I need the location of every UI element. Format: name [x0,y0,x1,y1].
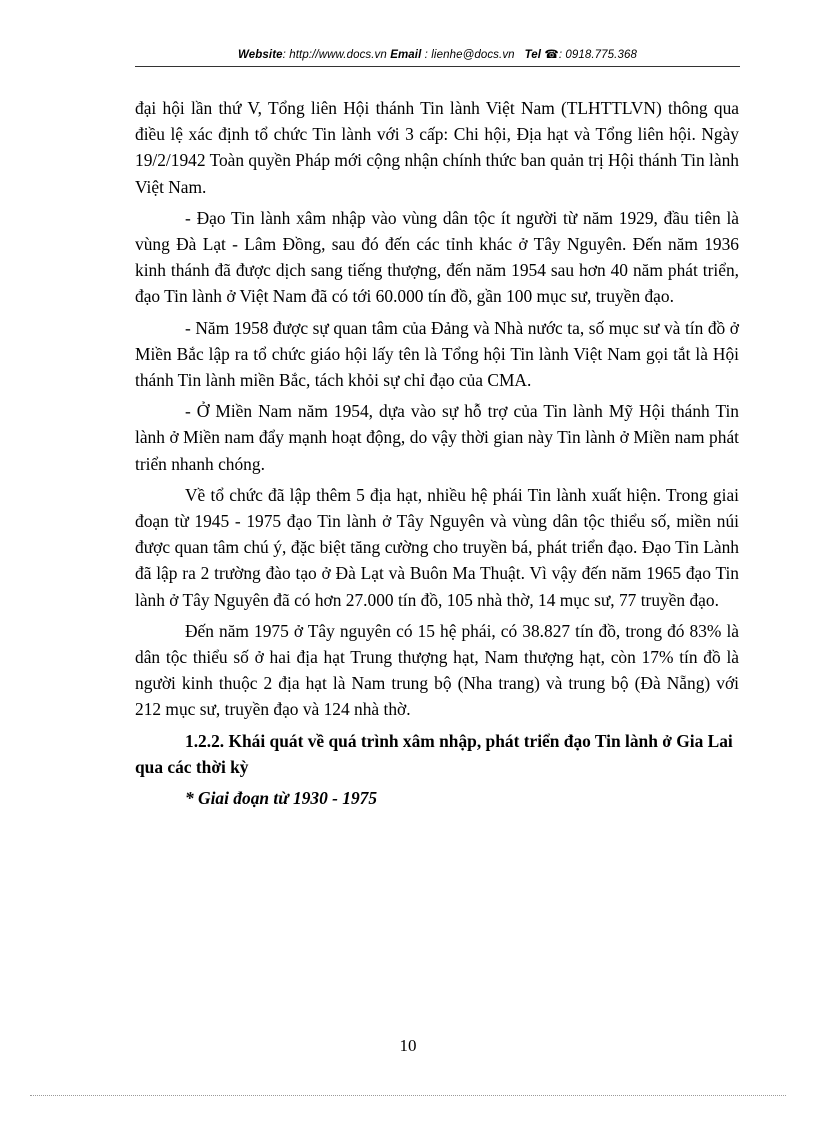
website-label: Website [238,49,283,61]
page-number: 10 [399,1036,417,1055]
paragraph-6: Đến năm 1975 ở Tây nguyên có 15 hệ phái, có 38.827 tín đồ, trong đó 83% là dân tộc thiểu số ở hai địa hạt Trung thượng hạt, Nam thượng hạt, còn 17% tín đồ là người kinh thuộc 2 địa hạt là Nam trung bộ (Nha trang) và trung bộ (Đà Nẵng) với 212 mục sư, truyền đạo và 124 nhà thờ. [135,620,739,720]
page-header [135,47,740,61]
section-heading: 1.2.2. Khái quát về quá trình xâm nhập, phát triển đạo Tin lành ở Gia Lai qua các thời kỳ [135,730,733,777]
subsection-heading: * Giai đoạn từ 1930 - 1975 [185,788,378,809]
document-body [135,95,739,811]
email-address[interactable]: : lienhe@docs.vn [421,49,515,61]
paragraph-2: - Đạo Tin lành xâm nhập vào vùng dân tộc ít người từ năm 1929, đầu tiên là vùng Đà Lạt - Lâm Đồng, sau đó đến các tỉnh khác ở Tây Nguyên. Đến năm 1936 kinh thánh đã được dịch sang tiếng thượng, đến năm 1954 sau hơn 40 năm phát triển, đạo Tin lành ở Việt Nam đã có tới 60.000 tín đồ, gần 100 mục sư, truyền đạo. [135,207,739,307]
email-label: Email [390,49,422,61]
footer-divider [30,1095,786,1096]
tel-label: Tel [524,49,542,61]
website-url[interactable]: : http://www.docs.vn [282,49,387,61]
paragraph-4: - Ở Miền Nam năm 1954, dựa vào sự hỗ trợ của Tin lành Mỹ Hội thánh Tin lành ở Miền nam đẩy mạnh hoạt động, do vậy thời gian này Tin lành ở Miền nam phát triển nhanh chóng. [135,401,739,474]
paragraph-1: đại hội lần thứ V, Tổng liên Hội thánh Tin lành Việt Nam (TLHTTLVN) thông qua điều lệ xác định tổ chức Tin lành với 3 cấp: Chi hội, Địa hạt và Tổng liên hội. Ngày 19/2/1942 Toàn quyền Pháp mới cộng nhận chính thức ban quản trị Hội thánh Tin lành Việt Nam. [135,98,739,197]
header-divider [135,66,740,67]
paragraph-5: Về tổ chức đã lập thêm 5 địa hạt, nhiều hệ phái Tin lành xuất hiện. Trong giai đoạn từ 1945 - 1975 đạo Tin lành ở Tây Nguyên và vùng dân tộc thiểu số, miền núi được quan tâm chú ý, đặc biệt tăng cường cho truyền bá, phát triển đạo. Đạo Tin Lành đã lập ra 2 trường đào tạo ở Đà Lạt và Buôn Ma Thuật. Vì vậy đến năm 1965 đạo Tin lành ở Tây Nguyên đã có hơn 27.000 tín đồ, 105 nhà thờ, 14 mục sư, 77 truyền đạo. [135,484,739,610]
paragraph-3: - Năm 1958 được sự quan tâm của Đảng và Nhà nước ta, số mục sư và tín đồ ở Miền Bắc lập ra tổ chức giáo hội lấy tên là Tổng hội Tin lành Việt Nam gọi tắt là Hội thánh Tin lành miền Bắc, tách khỏi sự chỉ đạo của CMA. [135,317,739,391]
phone-icon: ☎ [544,49,559,61]
tel-number: : 0918.775.368 [558,49,637,61]
